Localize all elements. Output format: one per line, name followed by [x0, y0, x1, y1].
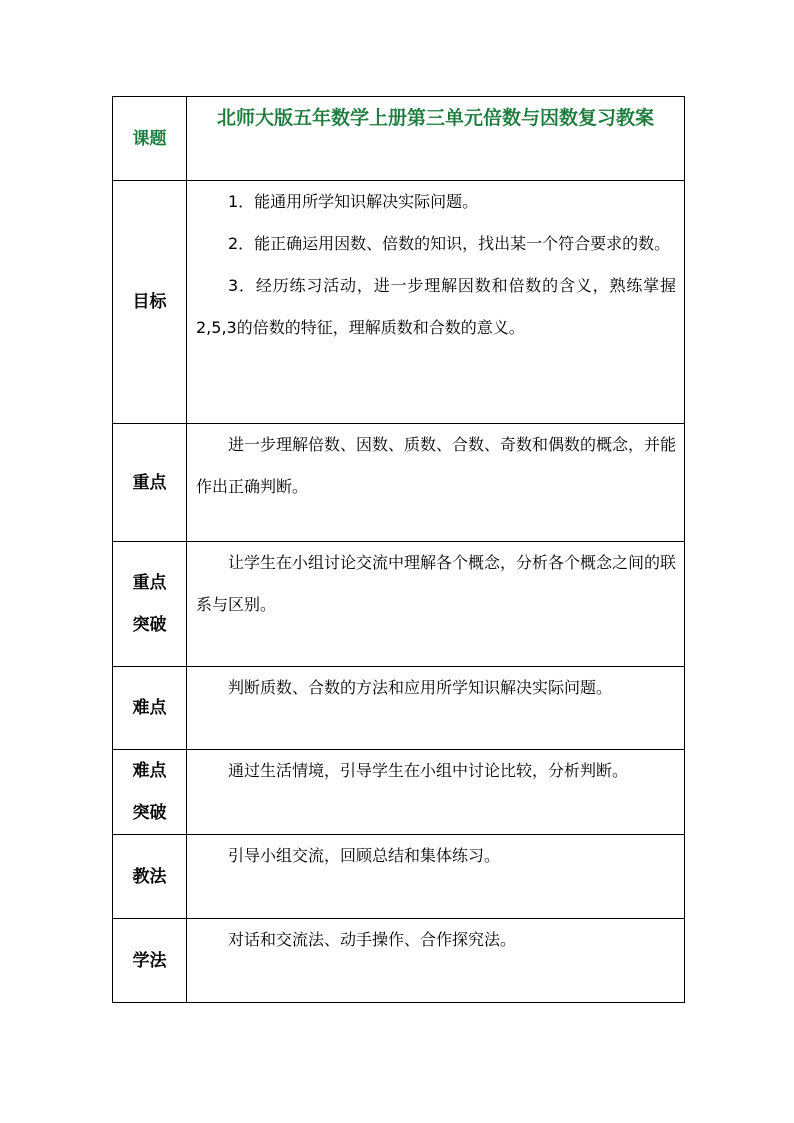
key-points-label: 重点 — [113, 424, 187, 542]
difficulty-breakthrough-row — [113, 750, 685, 835]
key-breakthrough-text: 让学生在小组讨论交流中理解各个概念，分析各个概念之间的联系与区别。 — [196, 553, 677, 614]
teaching-method-row — [113, 835, 685, 919]
key-breakthrough-content — [187, 542, 685, 667]
goal-item: 1．能通用所学知识解决实际问题。 — [228, 192, 479, 211]
key-breakthrough-label — [113, 542, 187, 667]
teaching-method-text: 引导小组交流，回顾总结和集体练习。 — [228, 846, 501, 865]
key-points-text: 进一步理解倍数、因数、质数、合数、奇数和偶数的概念，并能作出正确判断。 — [196, 435, 677, 496]
difficulty-breakthrough-text: 通过生活情境，引导学生在小组中讨论比较，分析判断。 — [228, 761, 629, 780]
goals-row — [113, 181, 685, 424]
lesson-title: 北师大版五年数学上册第三单元倍数与因数复习教案 — [187, 97, 685, 181]
key-breakthrough-row — [113, 542, 685, 667]
difficulties-text: 判断质数、合数的方法和应用所学知识解决实际问题。 — [228, 678, 613, 697]
difficulties-row — [113, 667, 685, 750]
teaching-method-content — [187, 835, 685, 919]
difficulties-label: 难点 — [113, 667, 187, 750]
key-points-row — [113, 424, 685, 542]
goal-item: 2．能正确运用因数、倍数的知识，找出某一个符合要求的数。 — [228, 234, 671, 253]
difficulties-content — [187, 667, 685, 750]
learning-method-label: 学法 — [113, 919, 187, 1003]
difficulty-breakthrough-label-line2: 突破 — [132, 803, 167, 823]
key-points-content — [187, 424, 685, 542]
learning-method-row — [113, 919, 685, 1003]
teaching-method-label: 教法 — [113, 835, 187, 919]
goal-item: 3．经历练习活动，进一步理解因数和倍数的含义，熟练掌握2,5,3的倍数的特征，理解质数和合数的意义。 — [196, 276, 676, 337]
title-row — [113, 97, 685, 181]
key-breakthrough-label-line1: 重点 — [132, 573, 167, 593]
key-breakthrough-label-line2: 突破 — [132, 615, 167, 635]
title-label: 课题 — [113, 97, 187, 181]
goals-label: 目标 — [113, 181, 187, 424]
goals-content — [187, 181, 685, 424]
learning-method-content — [187, 919, 685, 1003]
difficulty-breakthrough-label-line1: 难点 — [132, 761, 167, 781]
learning-method-text: 对话和交流法、动手操作、合作探究法。 — [228, 930, 517, 949]
difficulty-breakthrough-content — [187, 750, 685, 835]
difficulty-breakthrough-label — [113, 750, 187, 835]
lesson-plan-table — [112, 96, 685, 1003]
